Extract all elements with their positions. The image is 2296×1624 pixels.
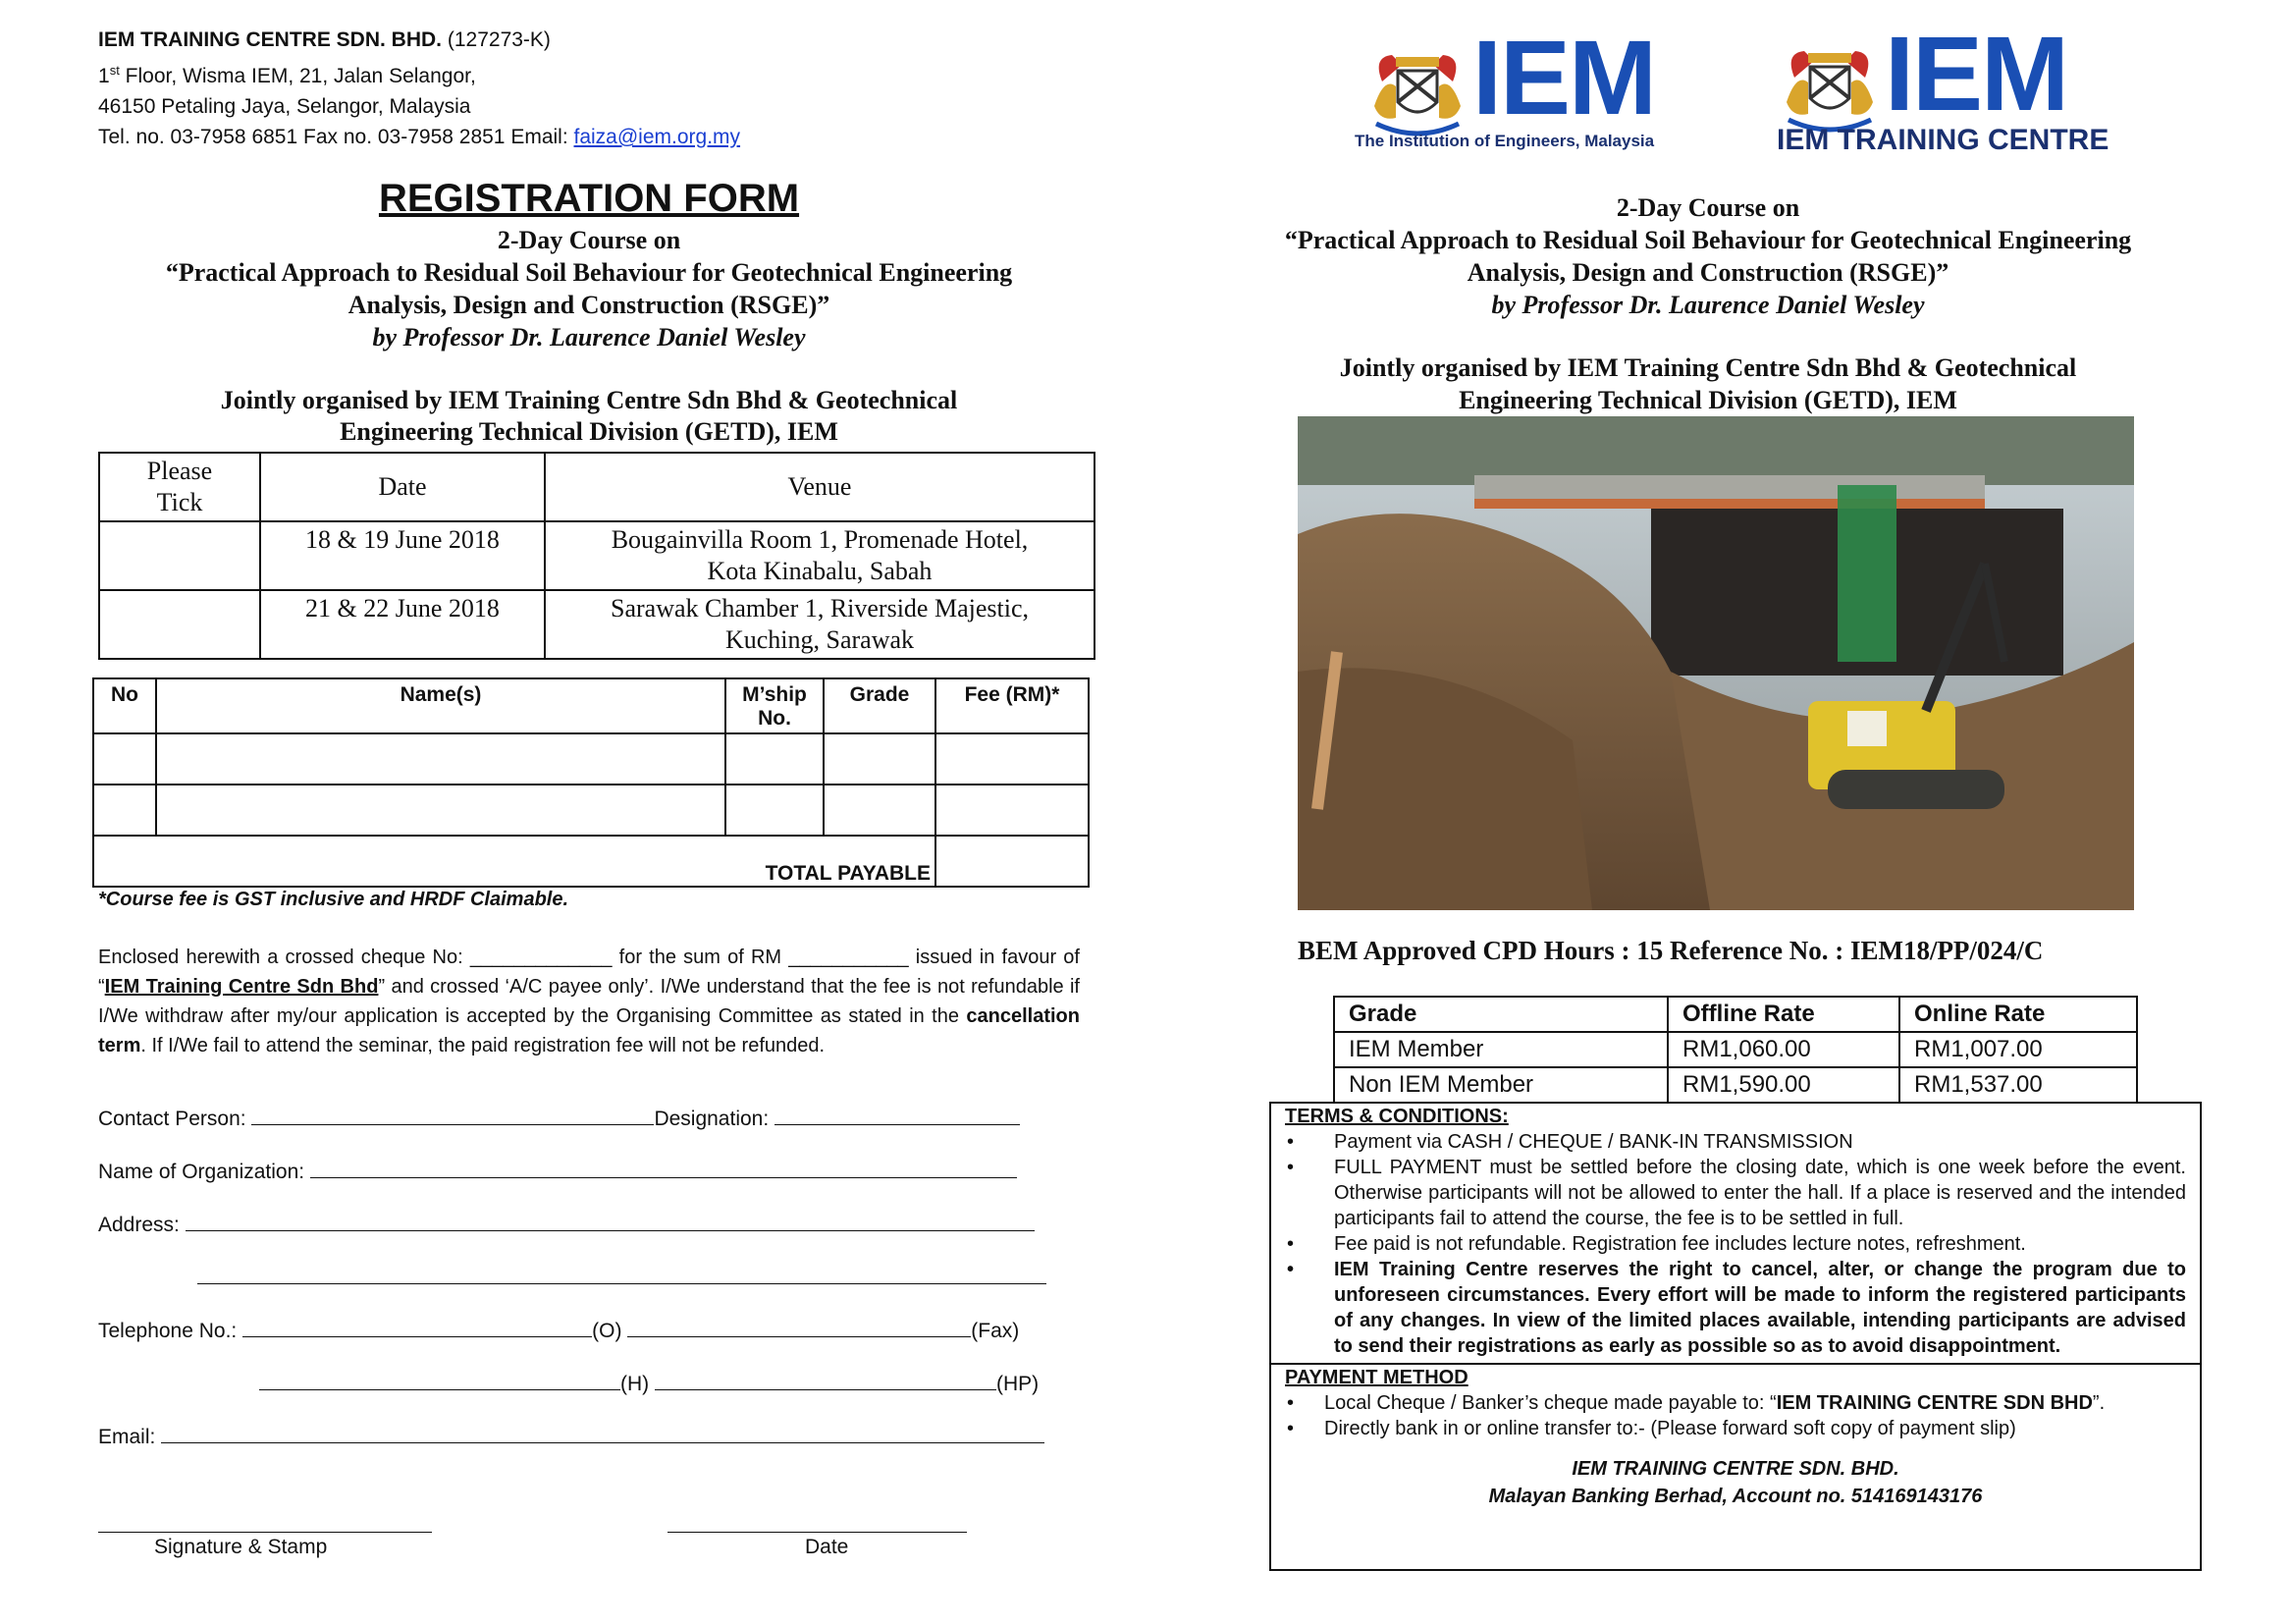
- payment-title: PAYMENT METHOD: [1285, 1367, 1468, 1388]
- offline-rate-cell: RM1,590.00: [1668, 1067, 1899, 1103]
- offline-rate-cell: RM1,060.00: [1668, 1032, 1899, 1067]
- course-title-left: 2-Day Course on “Practical Approach to Residual Soil Behaviour for Geotechnical Engineering Analysis, Design and Construction (RSGE)” by Professor Dr. Laurence Daniel Wesley: [165, 226, 1013, 352]
- table-row: [1334, 1032, 2137, 1067]
- mship-cell[interactable]: [725, 785, 824, 836]
- address-field[interactable]: Address:: [98, 1211, 1035, 1237]
- terms-title: TERMS & CONDITIONS:: [1285, 1106, 1509, 1127]
- header-fee: Fee (RM)*: [935, 678, 1089, 733]
- iem-logo-caption: The Institution of Engineers, Malaysia: [1355, 132, 1655, 150]
- iem-logo: [1355, 18, 1677, 157]
- company-name: IEM TRAINING CENTRE SDN. BHD.: [98, 28, 443, 51]
- payment-list: [1271, 1390, 2200, 1441]
- header-offline-rate: Offline Rate: [1668, 997, 1899, 1032]
- bank-account-name: IEM TRAINING CENTRE SDN. BHD.: [1572, 1458, 1899, 1480]
- telephone-field[interactable]: Telephone No.: (O) (Fax): [98, 1317, 1019, 1343]
- terms-and-payment-box: [1269, 1102, 2202, 1571]
- header-date: Date: [260, 453, 545, 521]
- header-venue: Venue: [545, 453, 1095, 521]
- name-cell[interactable]: [156, 733, 725, 785]
- header-mship: M’ship No.: [725, 678, 824, 733]
- venue-name: Sarawak Chamber 1, Riverside Majestic, Kuching, Sarawak: [545, 590, 1095, 659]
- contact-person-field[interactable]: Contact Person: Designation:: [98, 1105, 1020, 1131]
- gst-note: *Course fee is GST inclusive and HRDF Claimable.: [98, 889, 569, 910]
- construction-site-photo: [1298, 416, 2134, 910]
- address-field-2[interactable]: [197, 1264, 1046, 1290]
- organization-field[interactable]: Name of Organization:: [98, 1158, 1017, 1184]
- header-online-rate: Online Rate: [1899, 997, 2137, 1032]
- tick-box[interactable]: [99, 590, 260, 659]
- organiser-left: Jointly organised by IEM Training Centre Sdn Bhd & Geotechnical Engineering Technical Division (GETD), IEM: [220, 386, 958, 446]
- list-item: • Directly bank in or online transfer to:- (Please forward soft copy of payment slip): [1324, 1416, 2186, 1441]
- company-address-1: 1st Floor, Wisma IEM, 21, Jalan Selangor,: [98, 63, 476, 87]
- header-grade: Grade: [1334, 997, 1668, 1032]
- grade-cell[interactable]: [824, 785, 935, 836]
- grade-cell: IEM Member: [1334, 1032, 1668, 1067]
- table-row: [93, 733, 1089, 785]
- header-tick: Please Tick: [99, 453, 260, 521]
- signature-label: Signature & Stamp: [154, 1536, 328, 1558]
- bank-account-number: Malayan Banking Berhad, Account no. 514169143176: [1488, 1486, 1983, 1507]
- date-label: Date: [805, 1536, 849, 1558]
- company-contact: Tel. no. 03-7958 6851 Fax no. 03-7958 2851 Email: faiza@iem.org.my: [98, 126, 741, 148]
- header-names: Name(s): [156, 678, 725, 733]
- mship-cell[interactable]: [725, 733, 824, 785]
- participants-table: [92, 677, 1090, 888]
- name-cell[interactable]: [156, 785, 725, 836]
- iem-logo-text: IEM: [1472, 18, 1656, 136]
- header-grade: Grade: [824, 678, 935, 733]
- header-no: No: [93, 678, 156, 733]
- grade-cell: Non IEM Member: [1334, 1067, 1668, 1103]
- company-address-2: 46150 Petaling Jaya, Selangor, Malaysia: [98, 95, 471, 118]
- no-cell[interactable]: [93, 785, 156, 836]
- email-link[interactable]: faiza@iem.org.my: [573, 126, 741, 148]
- list-item: • FULL PAYMENT must be settled before the closing date, which is one week before the event. Otherwise participants will not be allowed to enter the hall. If a place is reserved and the intended participants fail to attend the course, the fee is to be settled in full.: [1334, 1155, 2186, 1231]
- venue-name: Bougainvilla Room 1, Promenade Hotel, Kota Kinabalu, Sabah: [545, 521, 1095, 590]
- itc-logo-caption: IEM TRAINING CENTRE: [1777, 124, 2109, 156]
- online-rate-cell: RM1,537.00: [1899, 1067, 2137, 1103]
- tick-box[interactable]: [99, 521, 260, 590]
- venue-date: 18 & 19 June 2018: [260, 521, 545, 590]
- list-item: • Local Cheque / Banker’s cheque made payable to: “IEM TRAINING CENTRE SDN BHD”.: [1324, 1390, 2186, 1416]
- telephone-field-2[interactable]: (H) (HP): [259, 1370, 1039, 1396]
- course-title-right: 2-Day Course on “Practical Approach to Residual Soil Behaviour for Geotechnical Engineering Analysis, Design and Construction (RSGE)” by Professor Dr. Laurence Daniel Wesley: [1284, 193, 2132, 319]
- list-item: • IEM Training Centre reserves the right to cancel, alter, or change the program due to unforeseen circumstances. Every effort will be made to inform the registered participants of any changes. In view of the limited places available, intending participants are advised to send their registrations as early as possible so as to avoid disappointment.: [1334, 1257, 2186, 1359]
- list-item: • Payment via CASH / CHEQUE / BANK-IN TRANSMISSION: [1334, 1129, 2186, 1155]
- iem-training-centre-logo: [1775, 14, 2109, 157]
- form-title: REGISTRATION FORM: [378, 177, 800, 220]
- no-cell[interactable]: [93, 733, 156, 785]
- total-payable-cell[interactable]: [935, 836, 1089, 887]
- organiser-right: Jointly organised by IEM Training Centre Sdn Bhd & Geotechnical Engineering Technical Division (GETD), IEM: [1339, 353, 2077, 414]
- company-reg-no: (127273-K): [447, 28, 551, 51]
- table-row: [1334, 1067, 2137, 1103]
- signature-line[interactable]: [98, 1532, 432, 1533]
- table-row: [99, 590, 1095, 659]
- total-payable-label: TOTAL PAYABLE: [93, 836, 935, 887]
- bank-details: [1271, 1455, 2200, 1510]
- fee-cell[interactable]: [935, 785, 1089, 836]
- venue-date: 21 & 22 June 2018: [260, 590, 545, 659]
- cheque-statement: Enclosed herewith a crossed cheque No: _____________ for the sum of RM ___________ issued in favour of “IEM Training Centre Sdn Bhd” and crossed ‘A/C payee only’. I/We understand that the fee is not refundable if I/We withdraw after my/our application is accepted by the Organising Committee as stated in the cancellation term. If I/We fail to attend the seminar, the paid registration fee will not be refunded.: [98, 947, 1080, 1056]
- cpd-reference: BEM Approved CPD Hours : 15 Reference No. : IEM18/PP/024/C: [1298, 936, 2044, 965]
- venue-table: [98, 452, 1095, 660]
- email-field[interactable]: Email:: [98, 1423, 1044, 1449]
- table-row: [93, 785, 1089, 836]
- itc-logo-text: IEM: [1885, 14, 2068, 133]
- company-header: [98, 25, 864, 152]
- online-rate-cell: RM1,007.00: [1899, 1032, 2137, 1067]
- rate-table: [1333, 996, 2138, 1104]
- fee-cell[interactable]: [935, 733, 1089, 785]
- grade-cell[interactable]: [824, 733, 935, 785]
- terms-list: [1271, 1129, 2200, 1359]
- table-row: [99, 521, 1095, 590]
- date-line[interactable]: [667, 1532, 967, 1533]
- list-item: • Fee paid is not refundable. Registration fee includes lecture notes, refreshment.: [1334, 1231, 2186, 1257]
